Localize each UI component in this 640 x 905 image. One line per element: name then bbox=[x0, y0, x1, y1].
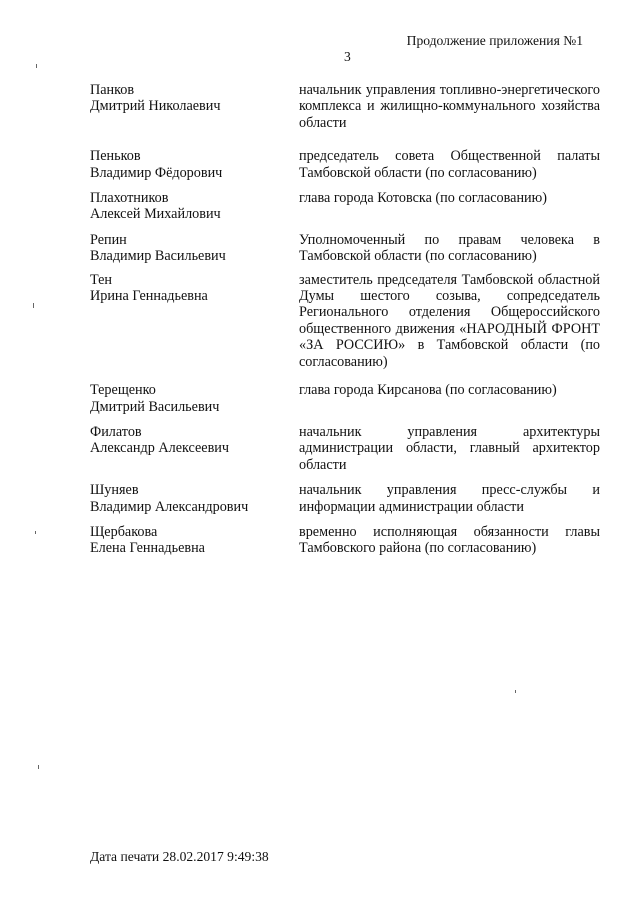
member-name bbox=[90, 272, 299, 370]
appendix-continuation-header: Продолжение приложения №1 bbox=[406, 33, 583, 48]
member-name bbox=[90, 148, 299, 181]
member-position: начальник управления топливно-энергетического комплекса и жилищно-коммунального хозяйства области bbox=[299, 82, 600, 131]
member-entry bbox=[90, 382, 600, 415]
member-name bbox=[90, 524, 299, 557]
scan-speck bbox=[35, 531, 36, 534]
member-position: председатель совета Общественной палаты Тамбовской области (по согласованию) bbox=[299, 148, 600, 181]
member-name bbox=[90, 382, 299, 415]
member-entry bbox=[90, 148, 600, 181]
print-date: Дата печати 28.02.2017 9:49:38 bbox=[90, 849, 269, 864]
member-entry bbox=[90, 272, 600, 370]
member-surname: Щербакова bbox=[90, 523, 158, 540]
member-position: начальник управления пресс-службы и информации администрации области bbox=[299, 482, 600, 515]
scan-speck bbox=[33, 303, 34, 308]
member-surname: Репин bbox=[90, 231, 127, 248]
member-surname: Панков bbox=[90, 82, 135, 98]
member-name bbox=[90, 82, 299, 131]
member-given-names: Владимир Александрович bbox=[90, 498, 249, 515]
member-entry bbox=[90, 482, 600, 515]
scan-speck bbox=[515, 690, 516, 693]
member-position: глава города Котовска (по согласованию) bbox=[299, 190, 547, 207]
member-entry bbox=[90, 82, 600, 131]
scan-speck bbox=[36, 64, 37, 68]
member-name bbox=[90, 232, 299, 265]
member-name bbox=[90, 482, 299, 515]
member-given-names: Владимир Васильевич bbox=[90, 248, 226, 265]
member-given-names: Александр Алексеевич bbox=[90, 440, 230, 457]
member-given-names: Алексей Михайлович bbox=[90, 206, 221, 223]
member-entry bbox=[90, 232, 600, 265]
member-given-names: Елена Геннадьевна bbox=[90, 540, 205, 557]
member-entry bbox=[90, 424, 600, 473]
member-surname: Терещенко bbox=[90, 382, 156, 399]
member-surname: Тен bbox=[90, 271, 113, 288]
member-surname: Плахотников bbox=[90, 190, 169, 207]
page-number: 3 bbox=[344, 49, 351, 64]
member-position: заместитель председателя Тамбовской областной Думы шестого созыва, сопредседатель Регионального отделения Общероссийского общественного движения «НАРОДНЫЙ ФРОНТ «ЗА РОССИЮ» в Тамбовской области (по согласованию) bbox=[299, 271, 600, 370]
member-position: Уполномоченный по правам человека в Тамбовской области (по согласованию) bbox=[299, 231, 600, 265]
member-entry bbox=[90, 524, 600, 557]
member-position: начальник управления архитектуры администрации области, главный архитектор области bbox=[299, 423, 600, 473]
scan-speck bbox=[38, 765, 39, 769]
member-position: глава города Кирсанова (по согласованию) bbox=[299, 382, 557, 399]
member-position: временно исполняющая обязанности главы Тамбовского района (по согласованию) bbox=[299, 523, 600, 557]
member-given-names: Дмитрий Николаевич bbox=[90, 98, 221, 115]
member-name bbox=[90, 190, 299, 223]
member-given-names: Владимир Фёдорович bbox=[90, 164, 223, 181]
member-entry bbox=[90, 190, 600, 223]
member-given-names: Ирина Геннадьевна bbox=[90, 288, 208, 305]
member-surname: Филатов bbox=[90, 423, 142, 440]
members-list bbox=[90, 82, 600, 557]
member-surname: Шуняев bbox=[90, 482, 139, 499]
member-name bbox=[90, 424, 299, 473]
member-given-names: Дмитрий Васильевич bbox=[90, 398, 220, 415]
member-surname: Пеньков bbox=[90, 148, 141, 165]
